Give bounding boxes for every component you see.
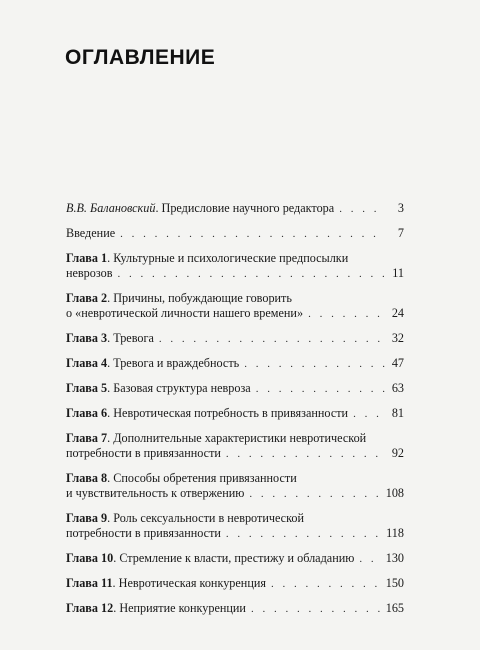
toc-chapter-number: Глава 5 — [66, 381, 108, 395]
toc-entry[interactable] — [66, 201, 404, 217]
leader-dots — [251, 602, 381, 617]
toc-page-number: 108 — [385, 486, 404, 500]
toc-chapter-number: Глава 2 — [66, 291, 108, 305]
toc-chapter-number: Глава 9 — [66, 511, 108, 525]
leader-dots — [249, 487, 380, 502]
toc-entry-line — [66, 201, 404, 217]
table-of-contents — [66, 201, 404, 626]
toc-entry[interactable] — [66, 331, 404, 347]
toc-entry-line — [66, 251, 404, 266]
toc-title-text: . Тревога и враждебность — [107, 356, 240, 370]
leader-dots — [271, 577, 381, 592]
toc-title-text: Введение — [66, 226, 116, 240]
toc-entry-line — [66, 331, 404, 347]
toc-entry[interactable] — [66, 601, 404, 617]
toc-chapter-number: Глава 4 — [66, 356, 108, 370]
toc-entry[interactable] — [66, 356, 404, 372]
toc-entry-line — [66, 291, 404, 306]
toc-entry-line — [66, 486, 404, 502]
leader-dots — [308, 307, 385, 322]
toc-entry[interactable] — [66, 551, 404, 567]
toc-title-text: . Базовая структура невроза — [107, 381, 251, 395]
leader-dots — [244, 357, 385, 372]
toc-entry-line — [66, 266, 404, 282]
toc-page-number: 81 — [391, 406, 404, 420]
toc-author: В.В. Балановский — [66, 201, 156, 215]
toc-chapter-number: Глава 11 — [66, 576, 113, 590]
toc-page-number: 32 — [391, 331, 404, 345]
toc-title-text: . Невротическая конкуренция — [112, 576, 266, 590]
toc-entry-line — [66, 226, 404, 242]
leader-dots — [159, 332, 385, 347]
leader-dots — [226, 447, 385, 462]
leader-dots — [120, 227, 385, 242]
toc-entry-line — [66, 551, 404, 567]
toc-chapter-number: Глава 7 — [66, 431, 108, 445]
toc-entry-line — [66, 406, 404, 422]
toc-entry-line — [66, 511, 404, 526]
toc-page-number: 3 — [397, 201, 404, 215]
toc-page-number: 165 — [385, 601, 404, 615]
toc-entry-line — [66, 306, 404, 322]
leader-dots — [256, 382, 385, 397]
toc-entry-line — [66, 356, 404, 372]
toc-entry[interactable] — [66, 431, 404, 462]
toc-page-number: 7 — [397, 226, 404, 240]
toc-entry-line — [66, 381, 404, 397]
toc-entry-line — [66, 601, 404, 617]
toc-title-text: . Роль сексуальности в невротической — [107, 511, 305, 525]
toc-chapter-number: Глава 8 — [66, 471, 108, 485]
toc-page-number: 63 — [391, 381, 404, 395]
toc-title-text: и чувствительность к отвержению — [66, 486, 245, 500]
toc-title-text: о «невротической личности нашего времени» — [66, 306, 304, 320]
toc-title-text: . Предисловие научного редактора — [155, 201, 335, 215]
toc-entry[interactable] — [66, 226, 404, 242]
toc-chapter-number: Глава 12 — [66, 601, 114, 615]
toc-page-number: 24 — [391, 306, 404, 320]
toc-page-number: 118 — [386, 526, 404, 540]
toc-entry[interactable] — [66, 471, 404, 502]
leader-dots — [117, 267, 385, 282]
toc-title-text: потребности в привязанности — [66, 446, 221, 460]
toc-entry-line — [66, 446, 404, 462]
toc-entry-line — [66, 576, 404, 592]
leader-dots — [339, 202, 385, 217]
toc-entry[interactable] — [66, 406, 404, 422]
toc-entry-line — [66, 431, 404, 446]
toc-entry-line — [66, 526, 404, 542]
toc-title-text: . Причины, побуждающие говорить — [107, 291, 292, 305]
toc-chapter-number: Глава 1 — [66, 251, 108, 265]
toc-chapter-number: Глава 3 — [66, 331, 108, 345]
toc-entry-line — [66, 471, 404, 486]
toc-page-number: 130 — [385, 551, 404, 565]
toc-title-text: потребности в привязанности — [66, 526, 221, 540]
toc-entry[interactable] — [66, 381, 404, 397]
toc-title-text: . Стремление к власти, престижу и обладанию — [113, 551, 355, 565]
leader-dots — [353, 407, 385, 422]
leader-dots — [226, 527, 381, 542]
toc-page-number: 47 — [391, 356, 404, 370]
toc-title-text: . Тревога — [107, 331, 154, 345]
toc-title-text: . Неприятие конкуренции — [113, 601, 246, 615]
toc-page-number: 92 — [391, 446, 404, 460]
toc-chapter-number: Глава 10 — [66, 551, 114, 565]
toc-title-text: . Дополнительные характеристики невротической — [107, 431, 367, 445]
page-title: ОГЛАВЛЕНИЕ — [65, 46, 216, 69]
toc-entry[interactable] — [66, 291, 404, 322]
toc-title-text: . Способы обретения привязанности — [107, 471, 297, 485]
toc-title-text: . Культурные и психологические предпосылки — [107, 251, 349, 265]
toc-entry[interactable] — [66, 576, 404, 592]
toc-title-text: неврозов — [66, 266, 113, 280]
toc-page-number: 11 — [392, 266, 404, 280]
toc-chapter-number: Глава 6 — [66, 406, 108, 420]
toc-entry[interactable] — [66, 251, 404, 282]
leader-dots — [359, 552, 380, 567]
toc-entry[interactable] — [66, 511, 404, 542]
toc-page-number: 150 — [385, 576, 404, 590]
toc-title-text: . Невротическая потребность в привязанности — [107, 406, 349, 420]
